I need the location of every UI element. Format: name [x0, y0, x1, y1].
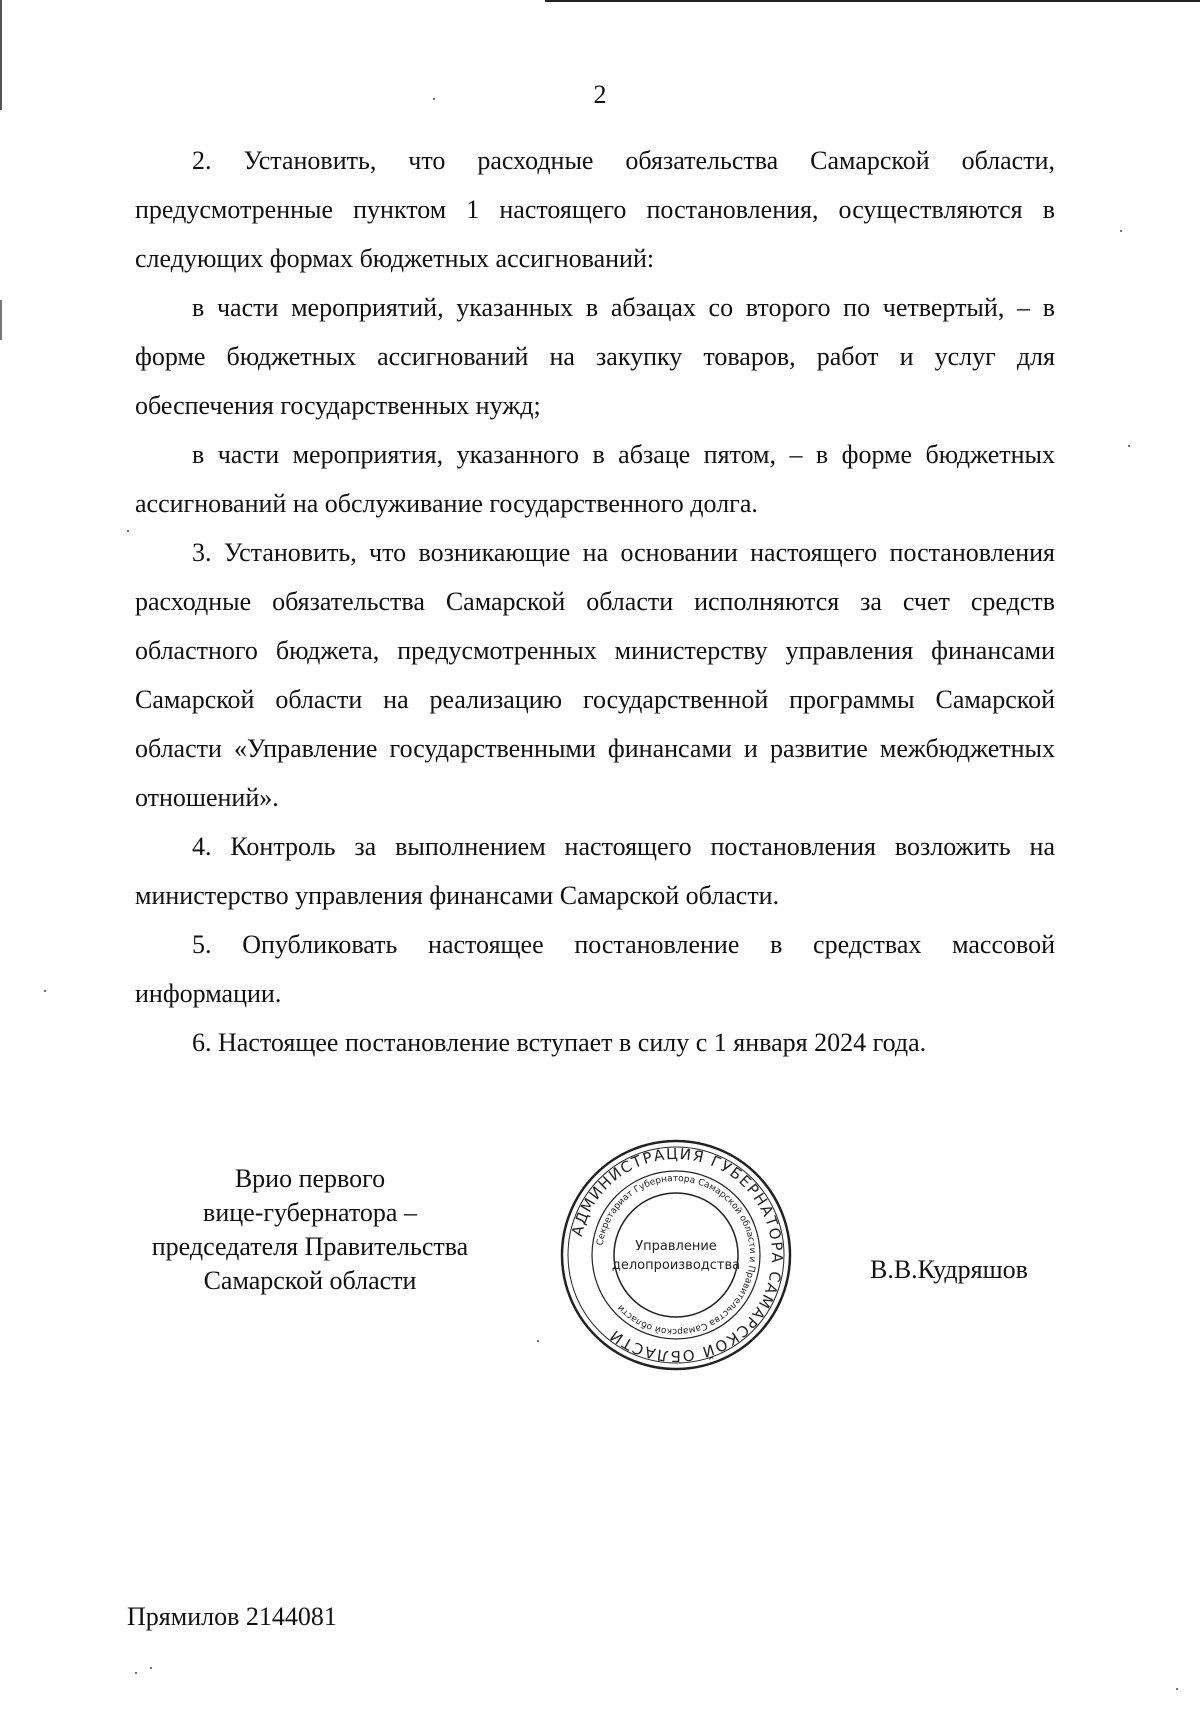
paragraph-subitem-1: в части мероприятий, указанных в абзацах со второго по четвертый, – в форме бюджетных ассигнований на закупку товаров, работ и услуг для обеспечения государственных нужд;	[135, 293, 1055, 420]
official-seal-stamp	[556, 1135, 796, 1375]
signatory-position-line: председателя Правительства	[151, 1232, 469, 1261]
signatory-position-line: Врио первого	[234, 1164, 386, 1193]
signatory-name: В.В.Кудряшов	[870, 1255, 1028, 1284]
signatory-position-line: Самарской области	[203, 1266, 417, 1295]
paragraph-item-3: 3. Установить, что возникающие на основании настоящего постановления расходные обязательства Самарской области исполняются за счет средств областного бюджета, предусмотренных министерству управления финансами Самарской области на реализацию государственной программы Самарской области «Управление государственными финансами и развитие межбюджетных отношений».	[135, 538, 1055, 812]
executor-note: Прямилов 2144081	[127, 1602, 337, 1631]
document-body	[135, 136, 1055, 1067]
paragraph-subitem-2: в части мероприятия, указанного в абзаце пятом, – в форме бюджетных ассигнований на обслуживание государственного долга.	[135, 440, 1055, 518]
paragraph-item-2: 2. Установить, что расходные обязательства Самарской области, предусмотренные пунктом 1 настоящего постановления, осуществляются в следующих формах бюджетных ассигнований:	[135, 146, 1055, 273]
stamp-outer-text: АДМИНИСТРАЦИЯ ГУБЕРНАТОРА САМАРСКОЙ ОБЛАСТИ	[567, 1144, 787, 1366]
page-number: 2	[593, 80, 607, 109]
stamp-center-line2: делопроизводства	[611, 1258, 741, 1273]
paragraph-item-6: 6. Настоящее постановление вступает в силу с 1 января 2024 года.	[192, 1028, 927, 1057]
signatory-position	[140, 1162, 480, 1298]
scan-border-top	[545, 0, 1200, 2]
stamp-inner-text: Секретариат Губернатора Самарской области и Правительства Самарской области	[595, 1173, 758, 1337]
scan-border-left-fragment	[0, 300, 2, 340]
signatory-position-line: вице-губернатора –	[203, 1198, 417, 1227]
stamp-center-line1: Управление	[635, 1239, 717, 1254]
stamp-middle-ring	[592, 1171, 760, 1339]
stamp-inner-ring	[611, 1193, 741, 1317]
paragraph-item-5: 5. Опубликовать настоящее постановление в средствах массовой информации.	[135, 930, 1055, 1008]
paragraph-item-4: 4. Контроль за выполнением настоящего постановления возложить на министерство управления финансами Самарской области.	[135, 832, 1055, 910]
